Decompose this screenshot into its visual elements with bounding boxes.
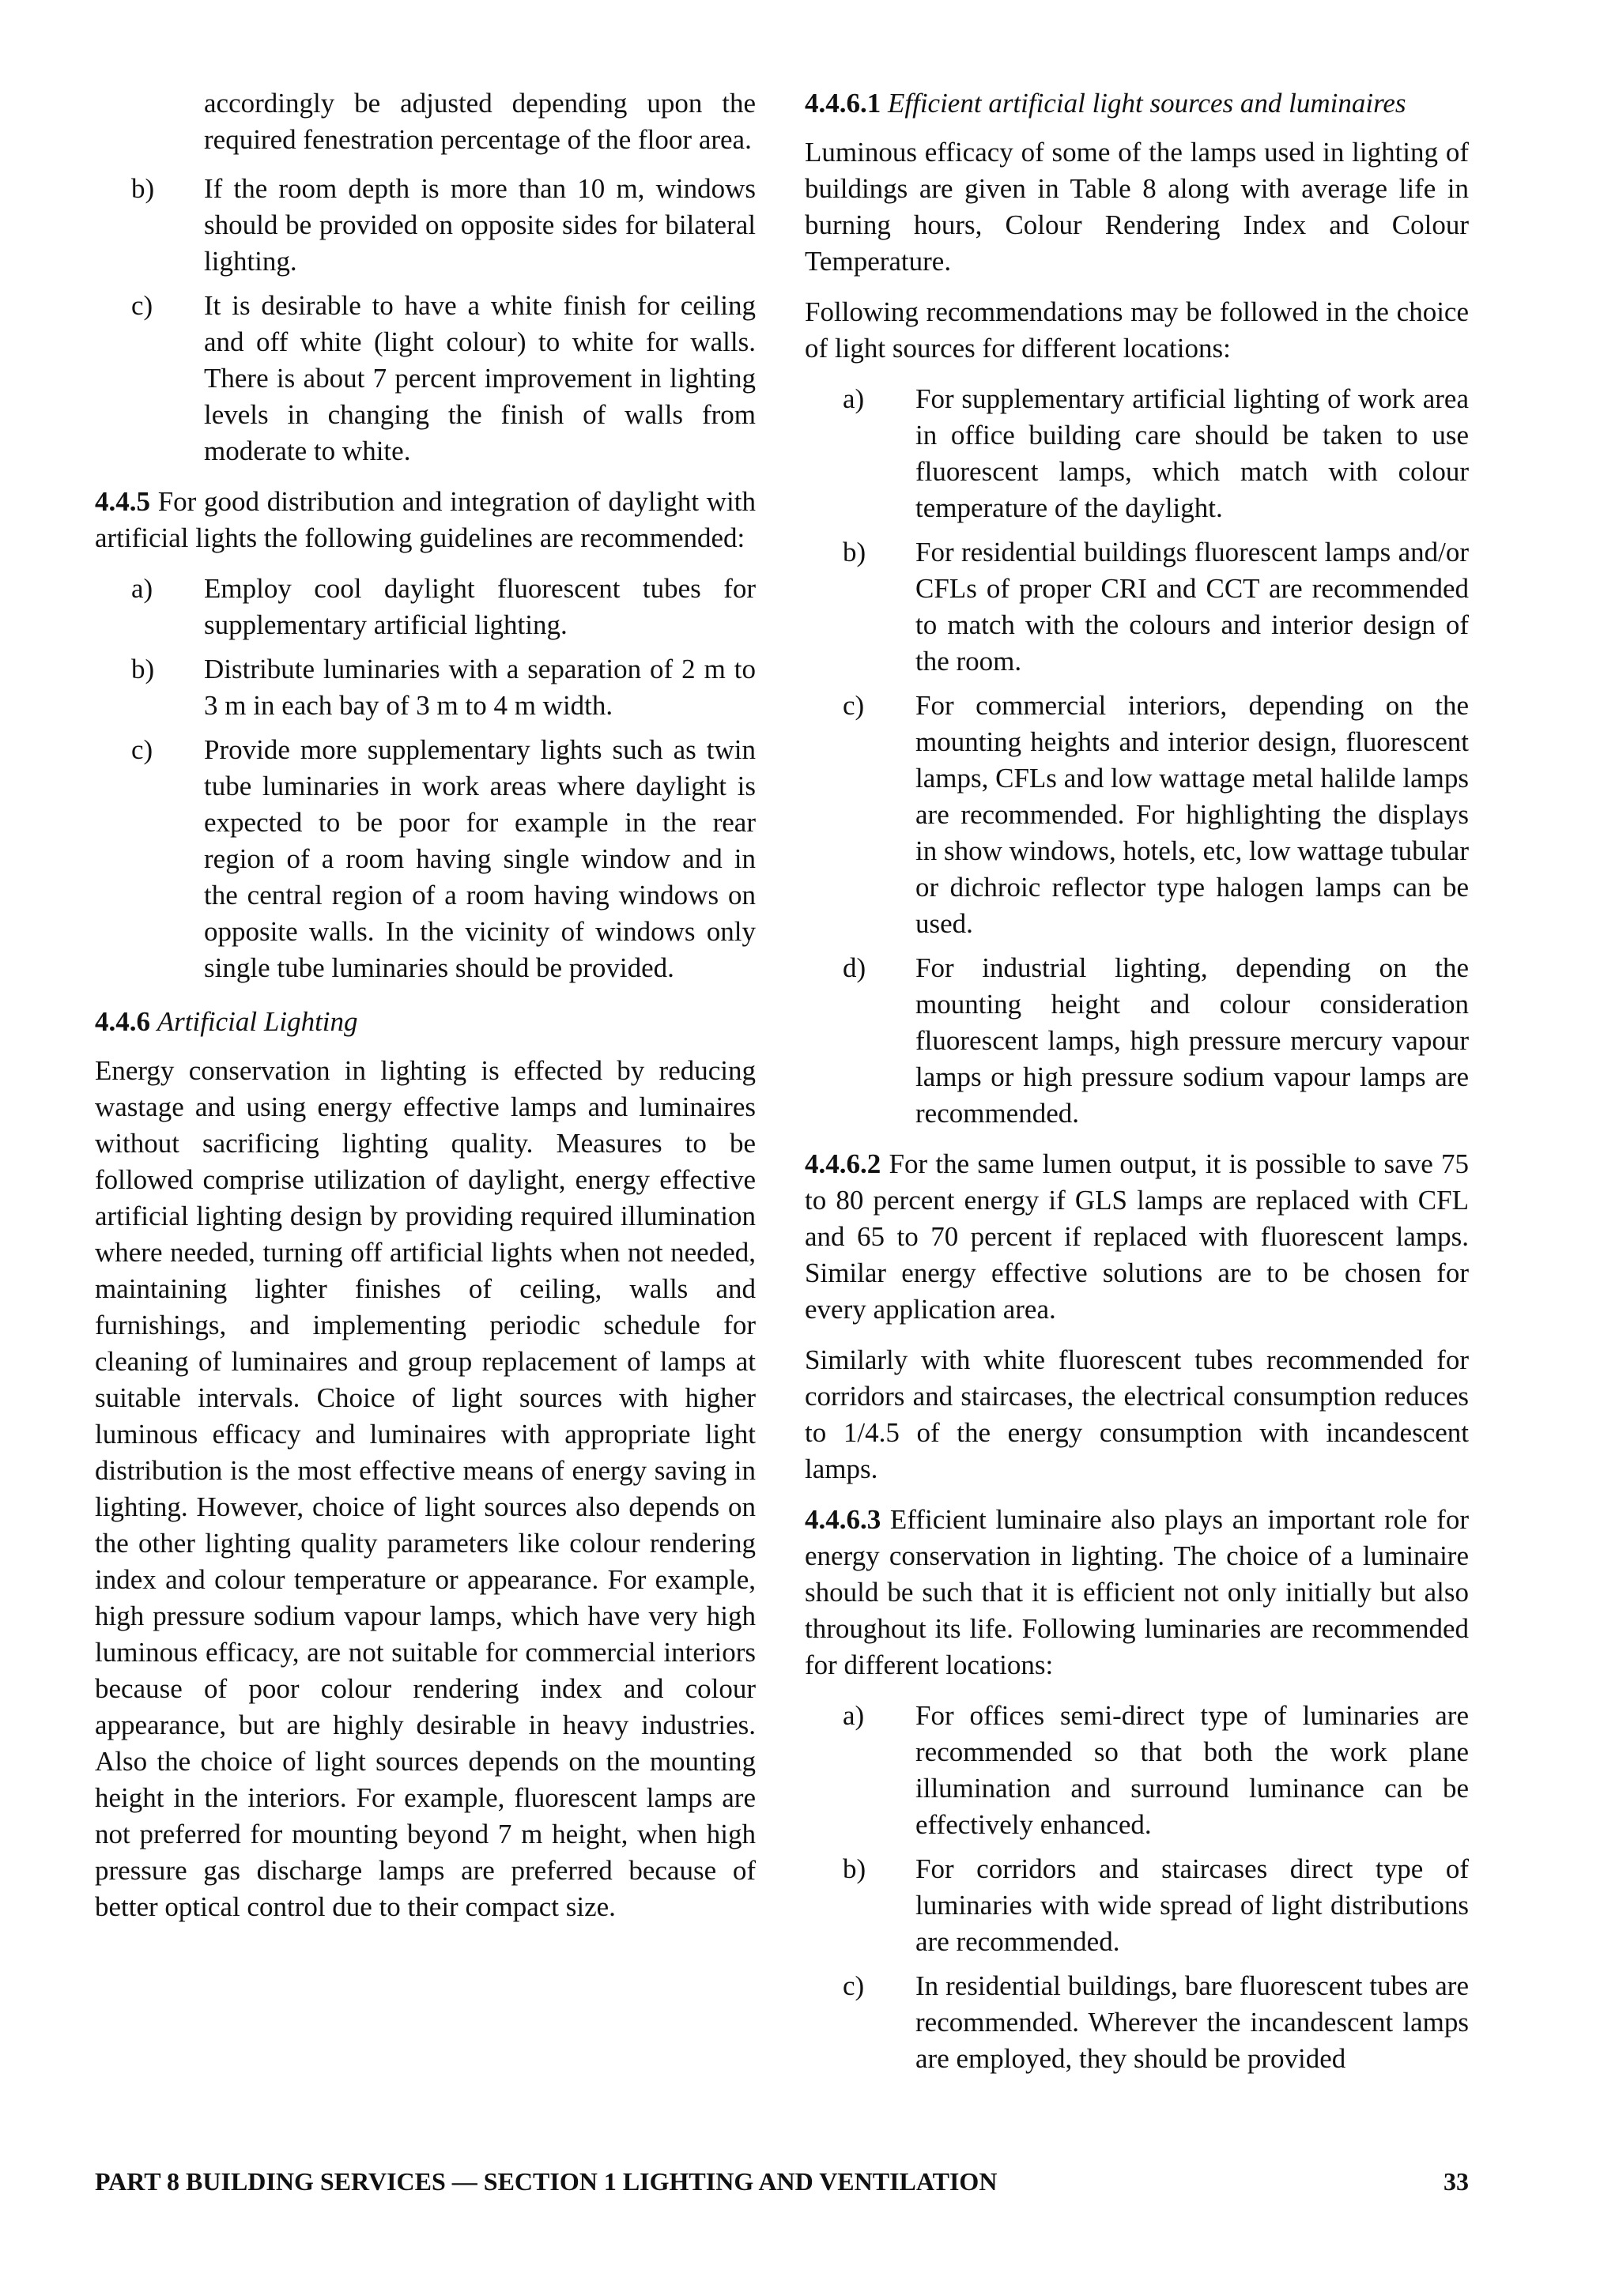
- list-marker: a): [843, 1700, 865, 1731]
- list-marker: b): [843, 537, 866, 567]
- list-top: [95, 171, 756, 469]
- list-marker: b): [843, 1853, 866, 1884]
- list-marker: a): [131, 573, 153, 604]
- paragraph: Following recommendations may be followed in the choice of light sources for different locations:: [805, 296, 1469, 364]
- section-title: Efficient artificial light sources and luminaires: [888, 88, 1406, 119]
- section-title: Artificial Lighting: [157, 1006, 358, 1037]
- list-marker: a): [843, 383, 865, 414]
- list-text: It is desirable to have a white finish for ceiling and off white (light colour) to white for walls. There is about 7 percent improvement in lighting levels in changing the finish of walls from moderate to white.: [204, 290, 756, 466]
- section-4-4-6-body: Energy conservation in lighting is effected by reducing wastage and using energy effective lamps and luminaires without sacrificing lighting quality. Measures to be followed comprise utilization of daylight, energy effective artificial lighting design by providing required illumination where needed, turning off artificial lights when not needed, maintaining lighter finishes of ceiling, walls and furnishings, and implementing periodic schedule for cleaning of luminaires and group replacement of lamps at suitable intervals. Choice of light sources with higher luminous efficacy and luminaires with appropriate light distribution is the most effective means of energy saving in lighting. However, choice of light sources also depends on the other lighting quality parameters like colour rendering index and colour temperature or appearance. For example, high pressure sodium vapour lamps, which have very high luminous efficacy, are not suitable for commercial interiors because of poor colour rendering index and colour appearance, but are highly desirable in heavy industries. Also the choice of light sources depends on the mounting height in the interiors. For example, fluorescent lamps are not preferred for mounting beyond 7 m height, when high pressure gas discharge lamps are preferred because of better optical control due to their compact size.: [95, 1055, 756, 1922]
- list-text: Distribute luminaries with a separation of 2 m to 3 m in each bay of 3 m to 4 m width.: [204, 654, 756, 721]
- running-title: PART 8 BUILDING SERVICES — SECTION 1 LIGHTING AND VENTILATION: [95, 2166, 998, 2196]
- list-4-4-5: [95, 571, 756, 986]
- list-marker: b): [131, 654, 155, 684]
- list-marker: b): [131, 173, 155, 204]
- list-item: [805, 950, 1469, 1132]
- list-item: [95, 732, 756, 986]
- paragraph: Similarly with white fluorescent tubes recommended for corridors and staircases, the electrical consumption reduces to 1/4.5 of the energy consumption with incandescent lamps.: [805, 1344, 1469, 1484]
- list-text: For residential buildings fluorescent lamps and/or CFLs of proper CRI and CCT are recommended to match with the colours and interior design of the room.: [915, 537, 1469, 677]
- list-text: Provide more supplementary lights such as twin tube luminaries in work areas where daylight is expected to be poor for example in the rear region of a room having single window and in the central region of a room having windows on opposite walls. In the vicinity of windows only single tube luminaries should be provided.: [204, 734, 756, 983]
- continuation-paragraph: accordingly be adjusted depending upon the required fenestration percentage of the floor area.: [204, 88, 756, 155]
- list-text: For offices semi-direct type of luminaries are recommended so that both the work plane illumination and surround luminance can be effectively enhanced.: [915, 1700, 1469, 1840]
- list-text: In residential buildings, bare fluorescent tubes are recommended. Wherever the incandescent lamps are employed, they should be provided: [915, 1970, 1469, 2074]
- list-4-4-6-3: [805, 1698, 1469, 2077]
- list-item: [805, 1968, 1469, 2077]
- paragraph: Luminous efficacy of some of the lamps used in lighting of buildings are given in Table 8 along with average life in burning hours, Colour Rendering Index and Colour Temperature.: [805, 137, 1469, 277]
- list-item: [95, 171, 756, 280]
- list-text: For commercial interiors, depending on the mounting heights and interior design, fluorescent lamps, CFLs and low wattage metal halilde lamps are recommended. For highlighting the displays in show windows, hotels, etc, low wattage tubular or dichroic reflector type halogen lamps can be used.: [915, 690, 1469, 939]
- section-4-4-5: [95, 484, 756, 556]
- section-number: 4.4.6.2: [805, 1148, 881, 1179]
- section-text: For the same lumen output, it is possible to save 75 to 80 percent energy if GLS lamps are replaced with CFL and 65 to 70 percent if replaced with fluorescent lamps. Similar energy effective solutions are to be chosen for every application area.: [805, 1148, 1470, 1325]
- list-marker: d): [843, 952, 866, 983]
- list-item: [805, 1851, 1469, 1960]
- section-number: 4.4.6.1: [805, 88, 881, 119]
- list-text: If the room depth is more than 10 m, windows should be provided on opposite sides for bilateral lighting.: [204, 173, 756, 277]
- section-number: 4.4.6: [95, 1006, 150, 1037]
- section-text: Efficient luminaire also plays an important role for energy conservation in lighting. The choice of a luminaire should be such that it is efficient not only initially but also throughout its life. Following luminaries are recommended for different locations:: [805, 1504, 1469, 1680]
- section-text: For good distribution and integration of daylight with artificial lights the following guidelines are recommended:: [95, 486, 756, 553]
- page-footer: [95, 2164, 1469, 2199]
- list-item: [805, 688, 1469, 942]
- list-item: [805, 1698, 1469, 1843]
- right-column: [805, 85, 1469, 2091]
- section-heading-4-4-6: [95, 1004, 756, 1040]
- section-number: 4.4.6.3: [805, 1504, 881, 1535]
- list-text: For corridors and staircases direct type of luminaries with wide spread of light distributions are recommended.: [915, 1853, 1469, 1957]
- list-item: [805, 534, 1469, 680]
- list-marker: c): [131, 290, 153, 321]
- list-text: Employ cool daylight fluorescent tubes for supplementary artificial lighting.: [204, 573, 756, 640]
- section-heading-4-4-6-1: [805, 85, 1469, 122]
- section-4-4-6-2: [805, 1146, 1469, 1328]
- list-marker: c): [131, 734, 153, 765]
- list-item: [805, 381, 1469, 526]
- section-4-4-6-3: [805, 1502, 1469, 1683]
- list-text: For industrial lighting, depending on the mounting height and colour consideration fluorescent lamps, high pressure mercury vapour lamps or high pressure sodium vapour lamps are recommended.: [915, 952, 1469, 1129]
- section-number: 4.4.5: [95, 486, 150, 517]
- list-marker: c): [843, 690, 865, 721]
- list-item: [95, 571, 756, 643]
- list-4-4-6-1: [805, 381, 1469, 1132]
- list-marker: c): [843, 1970, 865, 2001]
- list-item: [95, 288, 756, 469]
- left-column: [95, 85, 756, 1940]
- list-text: For supplementary artificial lighting of work area in office building care should be taken to use fluorescent lamps, which match with colour temperature of the daylight.: [915, 383, 1469, 523]
- page-number: 33: [1444, 2166, 1469, 2196]
- list-item: [95, 651, 756, 724]
